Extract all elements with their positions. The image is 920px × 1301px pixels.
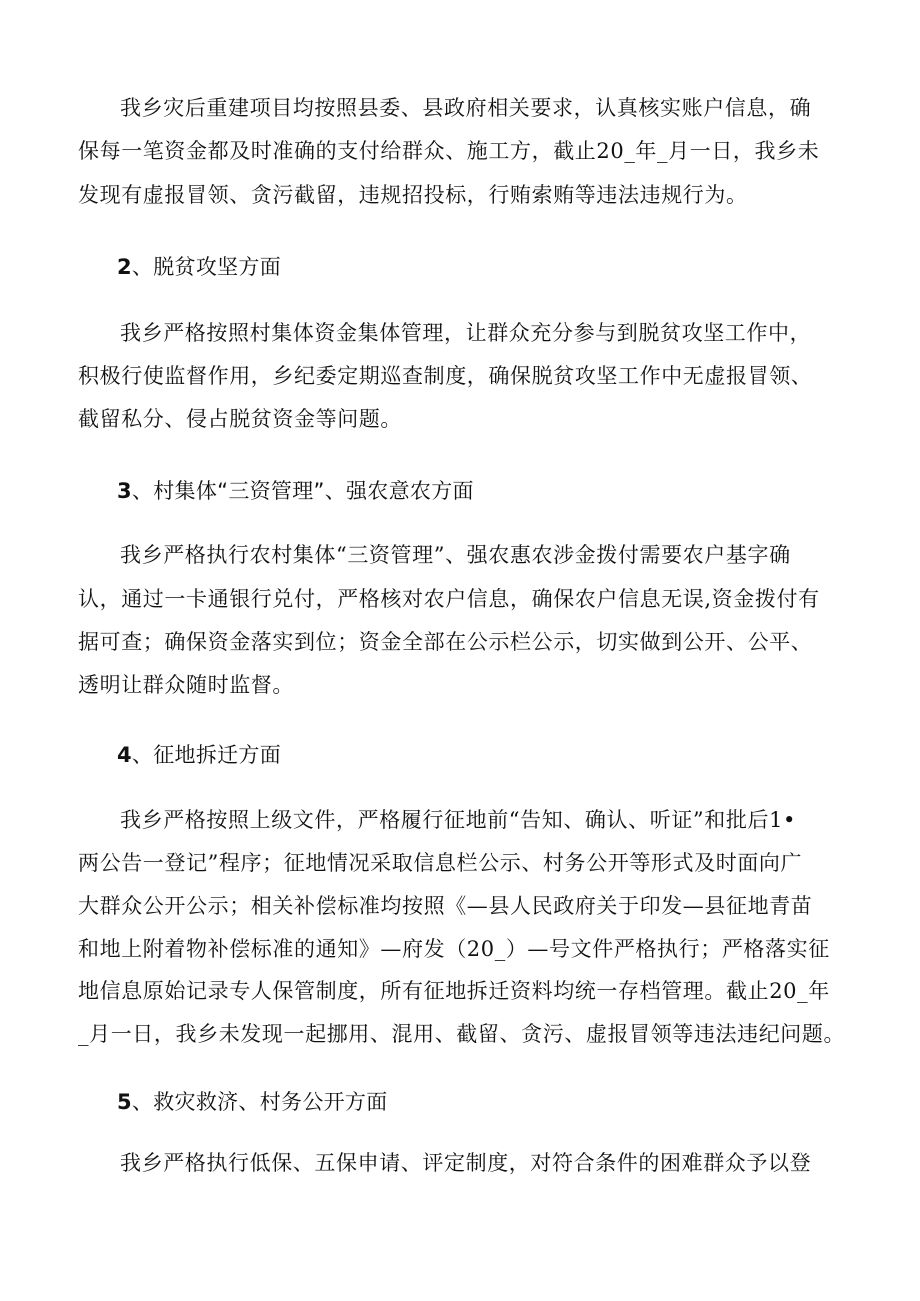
paragraph-2-line-1: 我乡严格按照村集体资金集体管理，让群众充分参与到脱贫攻坚工作中， bbox=[120, 321, 812, 345]
paragraph-3-line-1: 我乡严格执行农村集体“三资管理”、强农惠农涉金拨付需要农户基字确 bbox=[120, 543, 791, 567]
paragraph-2-line-2: 积极行使监督作用，乡纪委定期巡查制度，确保脱贫攻坚工作中无虚报冒领、 bbox=[78, 364, 813, 388]
paragraph-5-line-1: 我乡严格执行低保、五保申请、评定制度，对符合条件的困难群众予以登 bbox=[120, 1151, 812, 1175]
paragraph-4-line-3: 大群众公开公示；相关补偿标准均按照《—县人民政府关于印发—县征地青苗 bbox=[78, 894, 813, 918]
section-title: 救灾救济、村务公开方面 bbox=[153, 1090, 388, 1114]
paragraph-3-line-2: 认，通过一卡通银行兑付，严格核对农户信息，确保农户信息无误,资金拨付有 bbox=[78, 587, 820, 611]
section-number: 2 bbox=[117, 255, 132, 279]
paragraph-3-line-3: 据可查；确保资金落实到位；资金全部在公示栏公示，切实做到公开、公平、 bbox=[78, 630, 813, 654]
section-title: 村集体“三资管理”、强农意农方面 bbox=[153, 479, 474, 503]
section-separator: 、 bbox=[131, 479, 154, 503]
paragraph-4-line-4: 和地上附着物补偿标准的通知》—府发（20_）—号文件严格执行；严格落实征 bbox=[78, 937, 830, 961]
section-heading-3 bbox=[117, 476, 474, 506]
section-number: 3 bbox=[117, 479, 132, 503]
paragraph-4-line-1: 我乡严格按照上级文件，严格履行征地前“告知、确认、听证”和批后1• bbox=[120, 808, 797, 832]
section-number: 5 bbox=[117, 1090, 132, 1114]
paragraph-2-line-3: 截留私分、侵占脱贫资金等问题。 bbox=[78, 407, 402, 431]
section-heading-2 bbox=[117, 252, 281, 282]
section-title: 脱贫攻坚方面 bbox=[153, 255, 282, 279]
paragraph-4-line-6: _月一日，我乡未发现一起挪用、混用、截留、贪污、虚报冒领等违法违纪问题。 bbox=[78, 1022, 846, 1046]
paragraph-1-line-1: 我乡灾后重建项目均按照县委、县政府相关要求，认真核实账户信息，确 bbox=[120, 96, 812, 120]
paragraph-4-line-2: 两公告一登记”程序；征地情况采取信息栏公示、村务公开等形式及时面向广 bbox=[78, 851, 803, 875]
section-heading-5 bbox=[117, 1087, 388, 1117]
section-separator: 、 bbox=[131, 255, 154, 279]
paragraph-3-line-4: 透明让群众随时监督。 bbox=[78, 673, 294, 697]
paragraph-1-line-3: 发现有虚报冒领、贪污截留，违规招投标，行贿索贿等违法违规行为。 bbox=[78, 183, 748, 207]
section-title: 征地拆迁方面 bbox=[153, 743, 282, 767]
section-number: 4 bbox=[117, 743, 132, 767]
section-heading-4 bbox=[117, 740, 281, 770]
paragraph-1-line-2: 保每一笔资金都及时准确的支付给群众、施工方，截止20_年_月一日，我乡未 bbox=[78, 139, 820, 163]
paragraph-4-line-5: 地信息原始记录专人保管制度，所有征地拆迁资料均统一存档管理。截止20_年 bbox=[78, 979, 830, 1003]
section-separator: 、 bbox=[131, 1090, 154, 1114]
section-separator: 、 bbox=[131, 743, 154, 767]
